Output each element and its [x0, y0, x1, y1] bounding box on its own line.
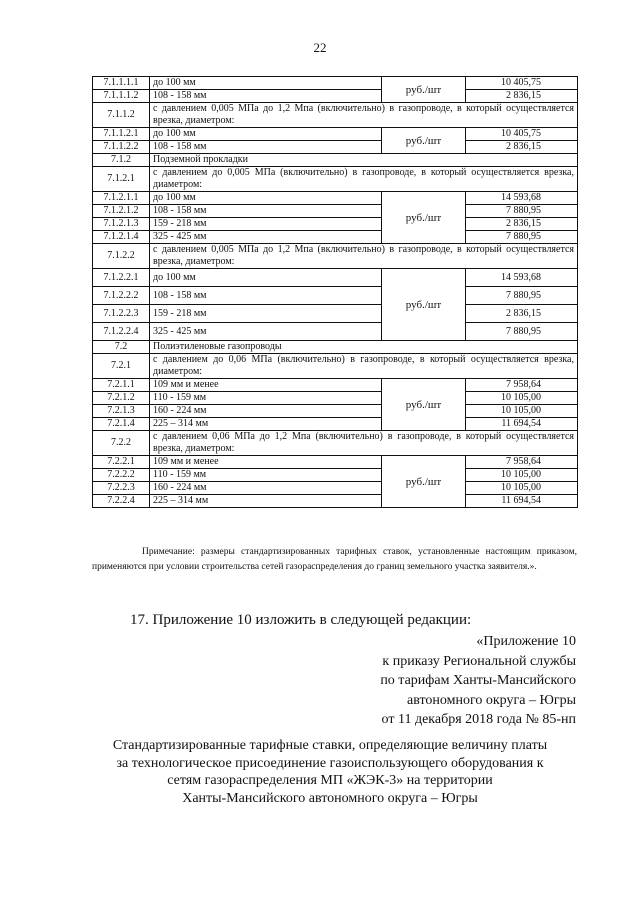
row-code: 7.1.2.2.1	[93, 269, 150, 287]
row-code: 7.1.1.2.2	[93, 141, 150, 154]
row-price: 7 880,95	[466, 287, 578, 305]
row-code: 7.2.2.4	[93, 495, 150, 508]
row-description: до 100 мм	[150, 128, 382, 141]
row-code: 7.2	[93, 341, 150, 354]
table-row	[93, 469, 578, 482]
row-code: 7.2.1.1	[93, 379, 150, 392]
row-description: 159 - 218 мм	[150, 218, 382, 231]
row-price: 2 836,15	[466, 305, 578, 323]
row-price: 14 593,68	[466, 192, 578, 205]
table-row	[93, 341, 578, 354]
row-code: 7.1.1.2.1	[93, 128, 150, 141]
row-code: 7.1.2.2.4	[93, 323, 150, 341]
row-code: 7.1.2.1.1	[93, 192, 150, 205]
row-description: с давлением до 0,06 МПа (включительно) в газопроводе, в который осуществляется врезка, диаметром:	[150, 354, 578, 379]
row-price: 7 958,64	[466, 379, 578, 392]
row-price: 7 880,95	[466, 323, 578, 341]
row-price: 10 405,75	[466, 128, 578, 141]
row-price: 7 880,95	[466, 231, 578, 244]
row-code: 7.1.1.1.2	[93, 90, 150, 103]
row-description: с давлением 0,005 МПа до 1,2 Мпа (включительно) в газопроводе, в который осуществляется врезка, диаметром:	[150, 103, 578, 128]
amendment-instruction: 17. Приложение 10 изложить в следующей редакции:	[130, 612, 472, 628]
row-code: 7.2.1.4	[93, 418, 150, 431]
unit-cell: руб./шт	[382, 456, 466, 508]
row-code: 7.2.1.3	[93, 405, 150, 418]
table-row	[93, 418, 578, 431]
table-row	[93, 90, 578, 103]
row-description: Полиэтиленовые газопроводы	[150, 341, 578, 354]
table-row	[93, 141, 578, 154]
row-price: 10 105,00	[466, 405, 578, 418]
table-row	[93, 218, 578, 231]
row-code: 7.1.2.1.4	[93, 231, 150, 244]
row-price: 10 405,75	[466, 77, 578, 90]
row-code: 7.2.1	[93, 354, 150, 379]
table-row	[93, 431, 578, 456]
row-code: 7.1.2.1.2	[93, 205, 150, 218]
document-title-line: сетям газораспределения МП «ЖЭК-3» на территории	[167, 773, 493, 788]
row-code: 7.1.2.1	[93, 167, 150, 192]
table-row	[93, 167, 578, 192]
row-code: 7.2.2.1	[93, 456, 150, 469]
row-price: 10 105,00	[466, 469, 578, 482]
row-code: 7.1.2.1.3	[93, 218, 150, 231]
table-row	[93, 379, 578, 392]
table-note: Примечание: размеры стандартизированных тарифных ставок, установленные настоящим приказом, применяются при условии строительства сетей газораспределения до границ земельного участка заявителя.».	[92, 547, 577, 572]
row-code: 7.2.2.3	[93, 482, 150, 495]
row-description: с давлением 0,06 МПа до 1,2 Мпа (включительно) в газопроводе, в который осуществляется врезка, диаметром:	[150, 431, 578, 456]
table-row	[93, 77, 578, 90]
row-price: 7 880,95	[466, 205, 578, 218]
row-price: 2 836,15	[466, 141, 578, 154]
table-row	[93, 205, 578, 218]
appendix-header-line: по тарифам Ханты-Мансийского	[380, 673, 576, 688]
row-price: 2 836,15	[466, 218, 578, 231]
row-description: 110 - 159 мм	[150, 469, 382, 482]
row-description: с давлением 0,005 МПа до 1,2 Мпа (включительно) в газопроводе, в который осуществляется врезка, диаметром:	[150, 244, 578, 269]
table-row	[93, 103, 578, 128]
table-row	[93, 392, 578, 405]
unit-cell: руб./шт	[382, 128, 466, 154]
row-code: 7.2.1.2	[93, 392, 150, 405]
table-row	[93, 244, 578, 269]
row-description: 108 - 158 мм	[150, 287, 382, 305]
row-price: 7 958,64	[466, 456, 578, 469]
row-price: 11 694,54	[466, 495, 578, 508]
row-description: 109 мм и менее	[150, 456, 382, 469]
row-description: 159 - 218 мм	[150, 305, 382, 323]
table-row	[93, 323, 578, 341]
row-price: 11 694,54	[466, 418, 578, 431]
tariff-table	[92, 76, 578, 508]
row-description: 110 - 159 мм	[150, 392, 382, 405]
row-code: 7.2.2.2	[93, 469, 150, 482]
row-code: 7.1.1.2	[93, 103, 150, 128]
table-row	[93, 482, 578, 495]
row-description: 160 - 224 мм	[150, 405, 382, 418]
unit-cell: руб./шт	[382, 192, 466, 244]
table-row	[93, 495, 578, 508]
row-price: 10 105,00	[466, 392, 578, 405]
table-row	[93, 305, 578, 323]
row-code: 7.1.2.2.3	[93, 305, 150, 323]
row-price: 14 593,68	[466, 269, 578, 287]
row-description: 108 - 158 мм	[150, 205, 382, 218]
appendix-header-line: от 11 декабря 2018 года № 85-нп	[381, 712, 576, 727]
table-row	[93, 269, 578, 287]
appendix-header-line: автономного округа – Югры	[407, 692, 576, 708]
row-description: 225 – 314 мм	[150, 418, 382, 431]
row-code: 7.1.1.1.1	[93, 77, 150, 90]
row-description: Подземной прокладки	[150, 154, 578, 167]
unit-cell: руб./шт	[382, 269, 466, 341]
appendix-header-line: «Приложение 10	[476, 634, 576, 649]
row-code: 7.2.2	[93, 431, 150, 456]
document-title-line: Стандартизированные тарифные ставки, определяющие величину платы	[112, 738, 548, 753]
unit-cell: руб./шт	[382, 379, 466, 431]
row-code: 7.1.2	[93, 154, 150, 167]
row-description: до 100 мм	[150, 192, 382, 205]
row-description: 160 - 224 мм	[150, 482, 382, 495]
page-number: 22	[313, 40, 327, 55]
row-code: 7.1.2.2	[93, 244, 150, 269]
unit-cell: руб./шт	[382, 77, 466, 103]
row-description: до 100 мм	[150, 77, 382, 90]
table-row	[93, 231, 578, 244]
row-price: 2 836,15	[466, 90, 578, 103]
appendix-header	[300, 632, 576, 730]
row-description: с давлением до 0,005 МПа (включительно) в газопроводе, в который осуществляется врезка, диаметром:	[150, 167, 578, 192]
document-title-line: Ханты-Мансийского автономного округа – Югры	[182, 790, 478, 806]
row-description: 108 - 158 мм	[150, 141, 382, 154]
document-title	[80, 737, 580, 807]
table-row	[93, 405, 578, 418]
row-description: 108 - 158 мм	[150, 90, 382, 103]
document-title-line: за технологическое присоединение газоиспользующего оборудования к	[116, 755, 544, 771]
row-description: 109 мм и менее	[150, 379, 382, 392]
table-row	[93, 154, 578, 167]
table-row	[93, 128, 578, 141]
row-description: 325 - 425 мм	[150, 323, 382, 341]
table-row	[93, 354, 578, 379]
appendix-header-line: к приказу Региональной службы	[382, 653, 576, 669]
row-description: до 100 мм	[150, 269, 382, 287]
row-description: 225 – 314 мм	[150, 495, 382, 508]
row-price: 10 105,00	[466, 482, 578, 495]
row-code: 7.1.2.2.2	[93, 287, 150, 305]
table-row	[93, 456, 578, 469]
table-row	[93, 287, 578, 305]
table-row	[93, 192, 578, 205]
row-description: 325 - 425 мм	[150, 231, 382, 244]
